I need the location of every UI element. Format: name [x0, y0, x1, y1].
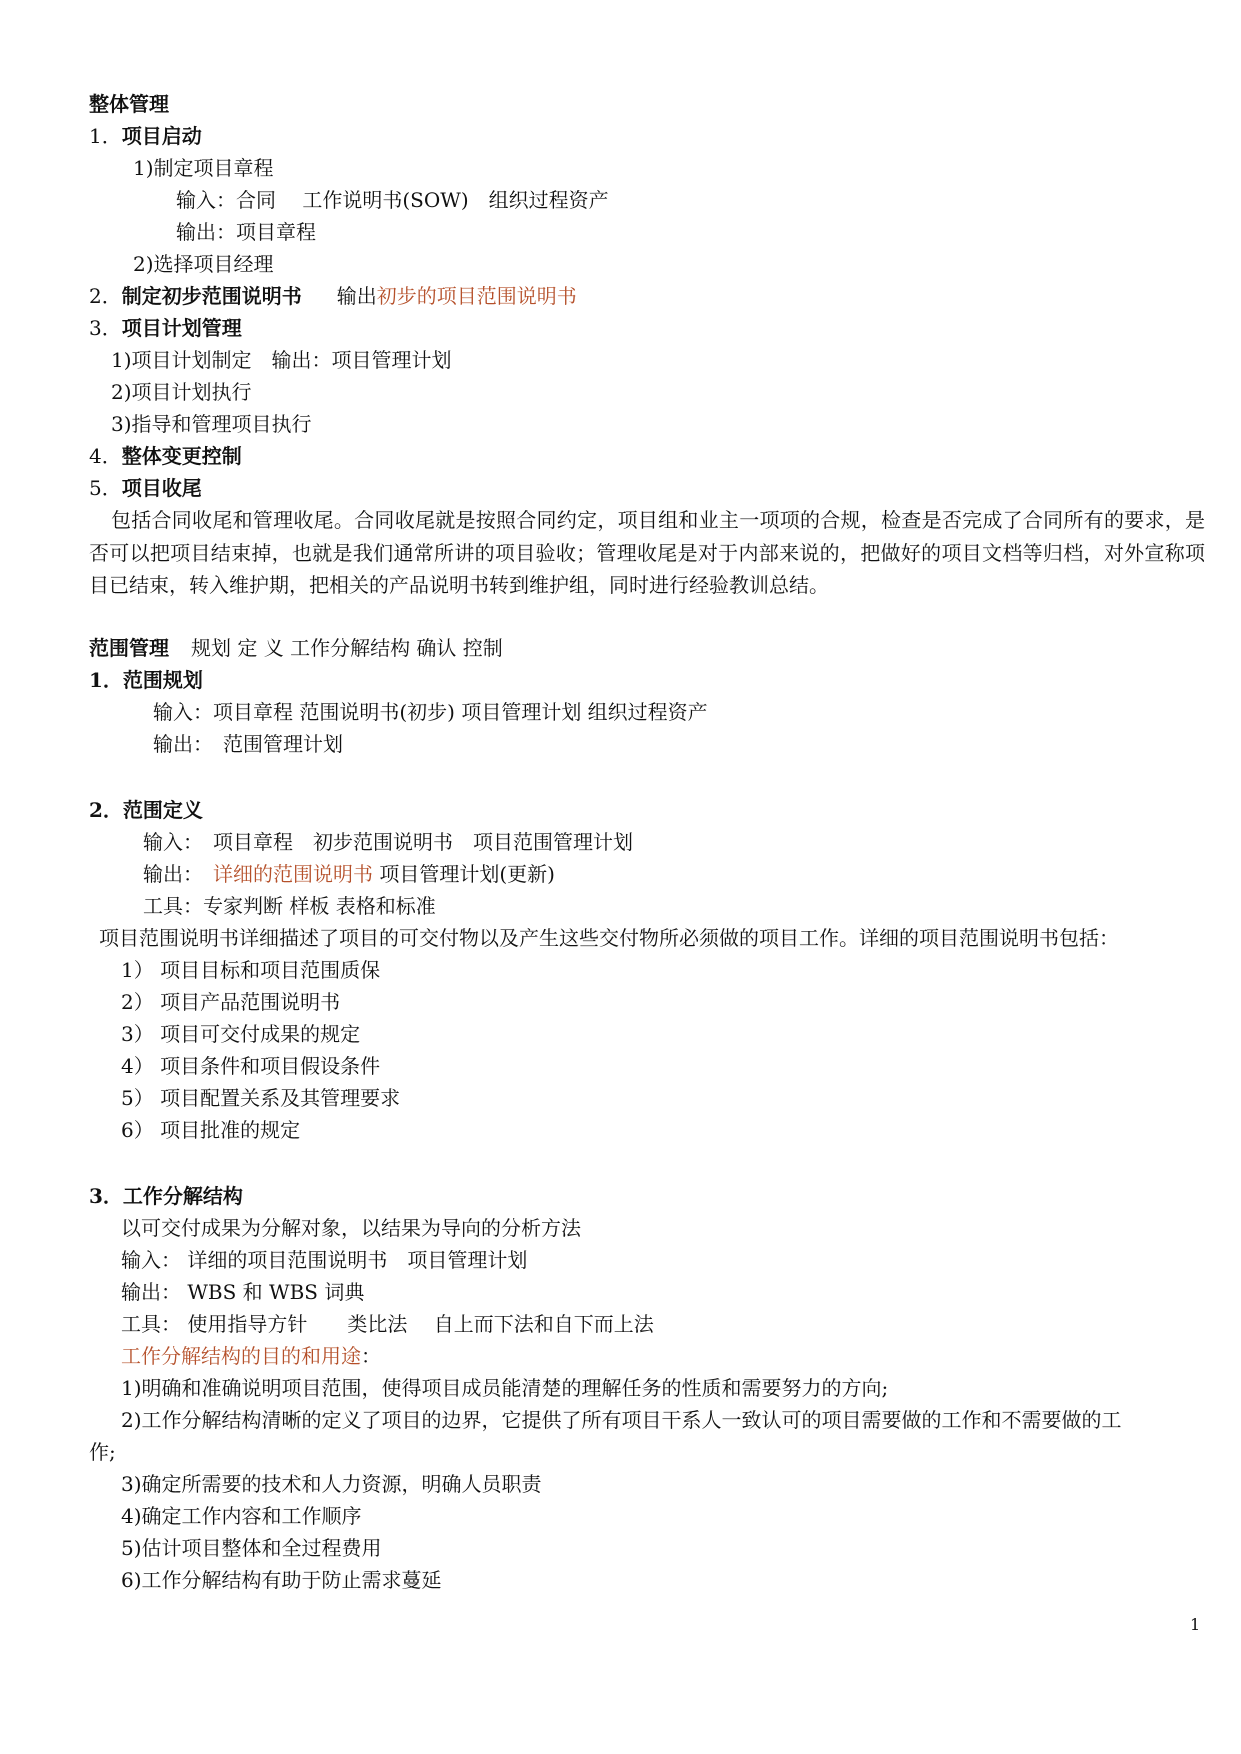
- heading-text: 整体变更控制: [121, 444, 242, 468]
- wbs-input: 输入： 详细的项目范围说明书 项目管理计划: [121, 1248, 528, 1272]
- heading-wbs: [89, 1183, 243, 1209]
- heading-number: 3．: [89, 1184, 123, 1208]
- heading-plan-management: [89, 315, 242, 341]
- heading-preliminary-scope: [89, 283, 577, 309]
- list-item: 6） 项目批准的规定: [121, 1118, 301, 1142]
- heading-number: 3．: [89, 316, 122, 340]
- heading-change-control: [89, 443, 242, 469]
- list-item: 2） 项目产品范围说明书: [121, 990, 341, 1014]
- wbs-purpose-item: 3)确定所需要的技术和人力资源，明确人员职责: [121, 1472, 542, 1496]
- heading-number: 4．: [89, 444, 122, 468]
- heading-scope-definition: [89, 797, 203, 823]
- highlighted-heading: 工作分解结构的目的和用途: [121, 1344, 361, 1368]
- heading-number: 2．: [89, 284, 122, 308]
- list-item: 5） 项目配置关系及其管理要求: [121, 1086, 401, 1110]
- list-item: 4） 项目条件和项目假设条件: [121, 1054, 381, 1078]
- heading-text: 工作分解结构: [122, 1184, 243, 1208]
- output-prefix: 输出: [336, 284, 377, 308]
- closure-paragraph: 包括合同收尾和管理收尾。合同收尾就是按照合同约定，项目组和业主一项项的合规，检查是否完成了合同所有的要求，是否可以把项目结束掉，也就是我们通常所讲的项目验收；管理收尾是对于内部来说的，把做好的项目文档等归档，对外宣称项目已结束，转入维护期，把相关的产品说明书转到维护组，同时进行经验教训总结。: [89, 508, 1205, 597]
- heading-colon: ：: [361, 1344, 381, 1368]
- wbs-purpose-item: 5)估计项目整体和全过程费用: [121, 1536, 382, 1560]
- section-title-integration: 整体管理: [89, 92, 169, 116]
- heading-project-closure: [89, 475, 202, 501]
- scope-definition-output: [143, 861, 555, 887]
- output-rest: 项目管理计划(更新): [373, 862, 555, 886]
- heading-number: 5．: [89, 476, 122, 500]
- item-plan-develop: 1)项目计划制定 输出：项目管理计划: [111, 348, 452, 372]
- heading-scope-planning: [89, 667, 203, 693]
- page-number: 1: [1190, 1615, 1201, 1634]
- wbs-tools: 工具： 使用指导方针 类比法 自上而下法和自下而上法: [121, 1312, 654, 1336]
- wbs-intro: 以可交付成果为分解对象，以结果为导向的分析方法: [121, 1216, 581, 1240]
- heading-project-initiation: [89, 123, 202, 149]
- wbs-purpose-item: 2)工作分解结构清晰的定义了项目的边界，它提供了所有项目干系人一致认可的项目需要做的工作和不需要做的工: [121, 1408, 1122, 1432]
- heading-number: 1．: [89, 668, 123, 692]
- wbs-purpose-item-continuation: 作;: [89, 1440, 116, 1464]
- highlighted-output-doc: 详细的范围说明书: [213, 862, 373, 886]
- heading-text: 范围规划: [122, 668, 203, 692]
- item-plan-execute: 2)项目计划执行: [111, 380, 252, 404]
- item-select-pm: 2)选择项目经理: [133, 252, 274, 276]
- scope-planning-output: 输出： 范围管理计划: [153, 732, 343, 756]
- heading-text: 项目计划管理: [121, 316, 242, 340]
- wbs-purpose-item: 1)明确和准确说明项目范围，使得项目成员能清楚的理解任务的性质和需要努力的方向;: [121, 1376, 889, 1400]
- heading-number: 2．: [89, 798, 123, 822]
- list-item: 3） 项目可交付成果的规定: [121, 1022, 361, 1046]
- wbs-purpose-item: 4)确定工作内容和工作顺序: [121, 1504, 362, 1528]
- section-title-text: 范围管理: [89, 636, 169, 660]
- highlighted-output-doc: 初步的项目范围说明书: [376, 284, 577, 308]
- scope-definition-input: 输入： 项目章程 初步范围说明书 项目范围管理计划: [143, 830, 633, 854]
- section-subtitle: 规划 定 义 工作分解结构 确认 控制: [191, 636, 503, 660]
- scope-definition-tools: 工具：专家判断 样板 表格和标准: [143, 894, 436, 918]
- wbs-purpose-heading: [121, 1343, 381, 1369]
- scope-planning-input: 输入：项目章程 范围说明书(初步) 项目管理计划 组织过程资产: [153, 700, 708, 724]
- heading-text: 项目启动: [121, 124, 202, 148]
- heading-text: 范围定义: [122, 798, 203, 822]
- heading-number: 1．: [89, 124, 122, 148]
- charter-output: 输出：项目章程: [176, 220, 316, 244]
- output-prefix: 输出：: [143, 862, 213, 886]
- wbs-purpose-item: 6)工作分解结构有助于防止需求蔓延: [121, 1568, 442, 1592]
- list-item: 1） 项目目标和项目范围质保: [121, 958, 381, 982]
- wbs-output: 输出： WBS 和 WBS 词典: [121, 1280, 365, 1304]
- heading-text: 项目收尾: [121, 476, 202, 500]
- item-direct-manage: 3)指导和管理项目执行: [111, 412, 312, 436]
- section-title-scope: [89, 635, 503, 661]
- heading-text: 制定初步范围说明书: [121, 284, 302, 308]
- charter-input: 输入：合同 工作说明书(SOW) 组织过程资产: [176, 188, 609, 212]
- scope-statement-description: 项目范围说明书详细描述了项目的可交付物以及产生这些交付物所必须做的项目工作。详细的项目范围说明书包括：: [99, 926, 1119, 950]
- item-develop-charter: 1)制定项目章程: [133, 156, 274, 180]
